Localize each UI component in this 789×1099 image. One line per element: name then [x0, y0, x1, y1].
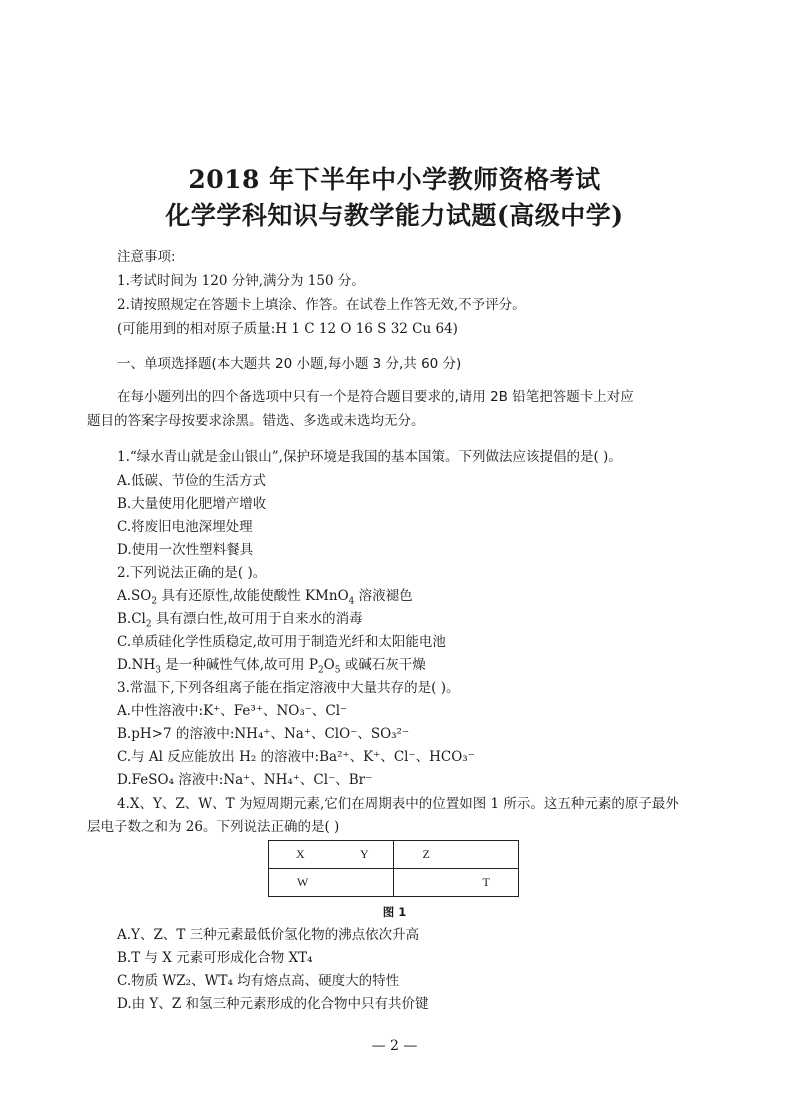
table-cell-t	[394, 869, 519, 897]
question-4-option-b: B.T 与 X 元素可形成化合物 XT₄	[117, 950, 313, 966]
question-4-option-d: D.由 Y、Z 和氢三种元素形成的化合物中只有共价键	[117, 996, 429, 1012]
element-x: X	[296, 847, 305, 861]
question-2-option-d: $D.NH_3$ 是一种碱性气体,故可用 $P_2O_5$ 或碱石灰干燥	[117, 657, 426, 676]
question-2-option-c: C.单质硅化学性质稳定,故可用于制造光纤和太阳能电池	[117, 634, 446, 650]
question-1-option-b: B.大量使用化肥增产增收	[117, 496, 267, 512]
element-t: T	[482, 875, 490, 889]
table-cell-z	[394, 841, 519, 869]
section-instruction-line-2: 题目的答案字母按要求涂黑。错选、多选或未选均无分。	[87, 413, 425, 429]
notice-heading: 注意事项:	[117, 249, 176, 265]
question-3-option-c: C.与 Al 反应能放出 H₂ 的溶液中:Ba²⁺、K⁺、Cl⁻、HCO₃⁻	[117, 749, 475, 765]
exam-title: 2018 年下半年中小学教师资格考试	[188, 165, 601, 194]
section-instruction-line-1: 在每小题列出的四个备选项中只有一个是符合题目要求的,请用 2B 铅笔把答题卡上对应	[117, 389, 634, 405]
question-3-option-b: B.pH>7 的溶液中:NH₄⁺、Na⁺、ClO⁻、SO₃²⁻	[117, 726, 410, 742]
table-cell-xy	[269, 841, 394, 869]
question-1-option-c: C.将废旧电池深埋处理	[117, 519, 253, 535]
page-number: — 2 —	[371, 1038, 418, 1054]
exam-subtitle: 化学学科知识与教学能力试题(高级中学)	[165, 201, 624, 230]
question-4-stem-line-1: 4.X、Y、Z、W、T 为短周期元素,它们在周期表中的位置如图 1 所示。这五种元素的原子最外	[117, 796, 679, 812]
question-2-option-b: $B.Cl_2$ 具有漂白性,故可用于自来水的消毒	[117, 611, 363, 630]
question-4-option-a: A.Y、Z、T 三种元素最低价氢化物的沸点依次升高	[117, 927, 420, 943]
atomic-masses: (可能用到的相对原子质量:H 1 C 12 O 16 S 32 Cu 64)	[117, 321, 458, 337]
question-1-option-a: A.低碳、节俭的生活方式	[117, 473, 267, 489]
periodic-table-fragment	[268, 840, 519, 897]
question-3-stem: 3.常温下,下列各组离子能在指定溶液中大量共存的是( )。	[117, 680, 460, 696]
notice-item-2: 2.请按照规定在答题卡上填涂、作答。在试卷上作答无效,不予评分。	[117, 297, 526, 313]
element-y: Y	[360, 847, 369, 861]
question-4-stem-line-2: 层电子数之和为 26。下列说法正确的是( )	[87, 819, 340, 835]
question-1-stem: 1.“绿水青山就是金山银山”,保护环境是我国的基本国策。下列做法应该提倡的是( )。	[117, 449, 622, 465]
element-z: Z	[422, 847, 430, 861]
question-3-option-a: A.中性溶液中:K⁺、Fe³⁺、NO₃⁻、Cl⁻	[117, 703, 348, 719]
question-2-stem: 2.下列说法正确的是( )。	[117, 565, 267, 581]
notice-item-1: 1.考试时间为 120 分钟,满分为 150 分。	[117, 273, 365, 289]
question-4-option-c: C.物质 WZ₂、WT₄ 均有熔点高、硬度大的特性	[117, 973, 400, 989]
table-cell-w	[269, 869, 394, 897]
question-2-option-a: $A.SO_2$ 具有还原性,故能使酸性 KMnO$_4$ 溶液褪色	[117, 588, 413, 607]
figure-caption: 图 1	[382, 905, 407, 919]
question-3-option-d: D.FeSO₄ 溶液中:Na⁺、NH₄⁺、Cl⁻、Br⁻	[117, 772, 373, 788]
element-w: W	[297, 875, 309, 889]
section-heading: 一、单项选择题(本大题共 20 小题,每小题 3 分,共 60 分)	[117, 356, 462, 372]
question-1-option-d: D.使用一次性塑料餐具	[117, 542, 254, 558]
